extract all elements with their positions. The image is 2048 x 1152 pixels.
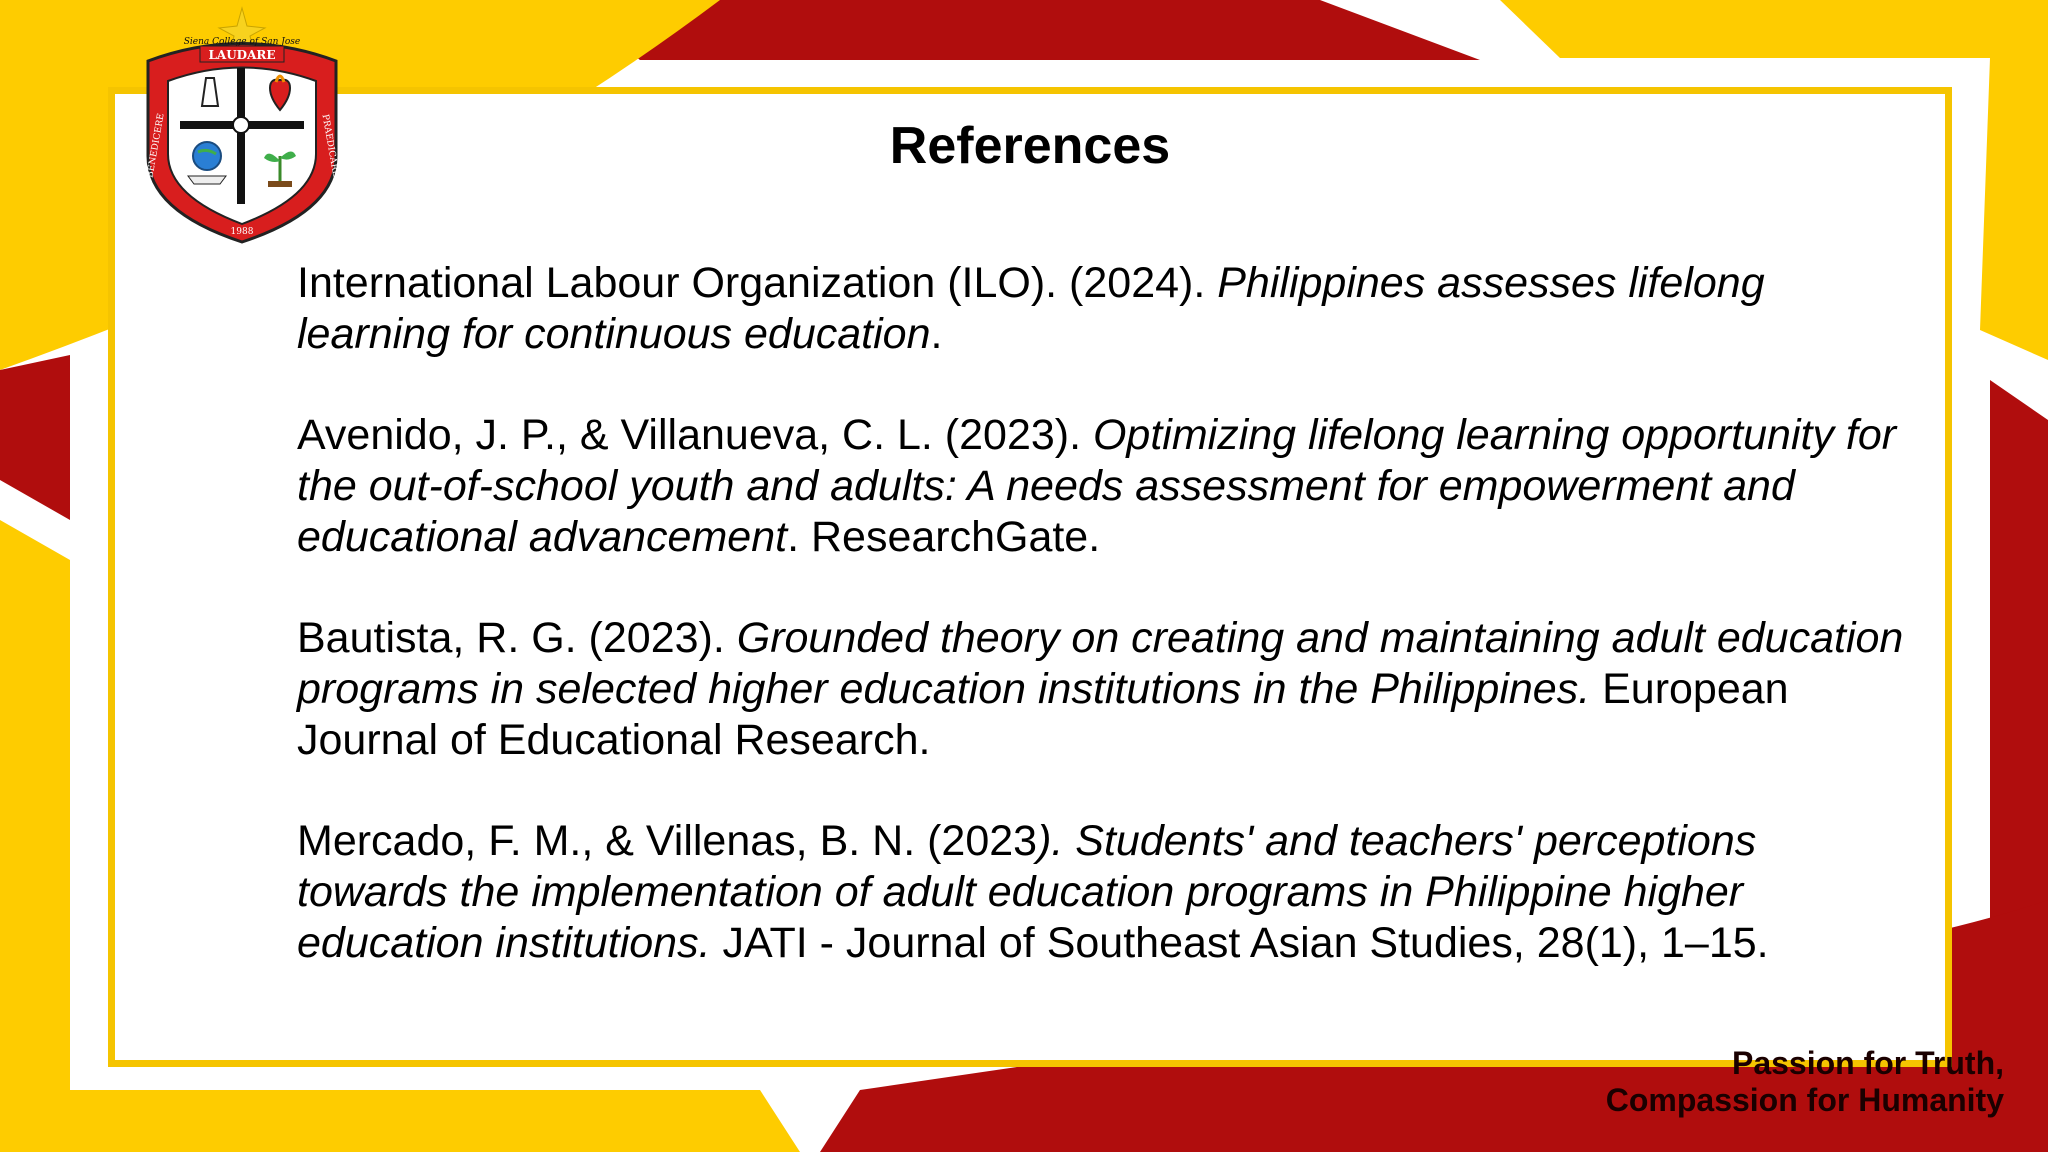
reference-source: . — [930, 310, 943, 358]
reference-entry — [297, 258, 1917, 360]
reference-source: . ResearchGate. — [787, 513, 1101, 561]
motto-line-2: Compassion for Humanity — [1605, 1082, 2004, 1118]
slide-title: References — [889, 117, 1171, 175]
motto — [1606, 1045, 2004, 1119]
logo-right-text: PRAEDICARE — [319, 113, 341, 178]
reference-entry — [297, 613, 1917, 766]
logo-left-text: BENEDICERE — [145, 112, 167, 179]
reference-title: ). Students' and teachers' perceptions towards the implementation of adult education programs in Philippine higher education institutions. — [297, 817, 1757, 967]
logo-arc-text: Siena College of San Jose — [183, 37, 301, 47]
reference-authors: Avenido, J. P., & Villanueva, C. L. (2023). — [297, 411, 1093, 459]
reference-title: Grounded theory on creating and maintaining adult education programs in selected higher education institutions in the Philippines. — [297, 614, 1904, 713]
logo-year: 1988 — [230, 227, 254, 237]
reference-entry — [297, 816, 1917, 969]
reference-authors: Bautista, R. G. (2023). — [297, 614, 737, 662]
logo-banner-text: LAUDARE — [208, 48, 276, 62]
reference-authors: International Labour Organization (ILO). (2024). — [297, 259, 1218, 307]
reference-source: European Journal of Educational Research. — [297, 665, 1789, 764]
reference-title: Optimizing lifelong learning opportunity for the out-of-school youth and adults: A needs assessment for empowerment and educational advancement — [297, 411, 1897, 561]
reference-title: Philippines assesses lifelong learning for continuous education — [297, 259, 1765, 358]
motto-line-1: Passion for Truth, — [1731, 1045, 2004, 1081]
reference-authors: Mercado, F. M., & Villenas, B. N. (2023 — [297, 817, 1038, 865]
reference-entry — [297, 410, 1917, 563]
references-list — [297, 258, 1917, 1019]
reference-source: JATI - Journal of Southeast Asian Studies, 28(1), 1–15. — [710, 919, 1769, 967]
